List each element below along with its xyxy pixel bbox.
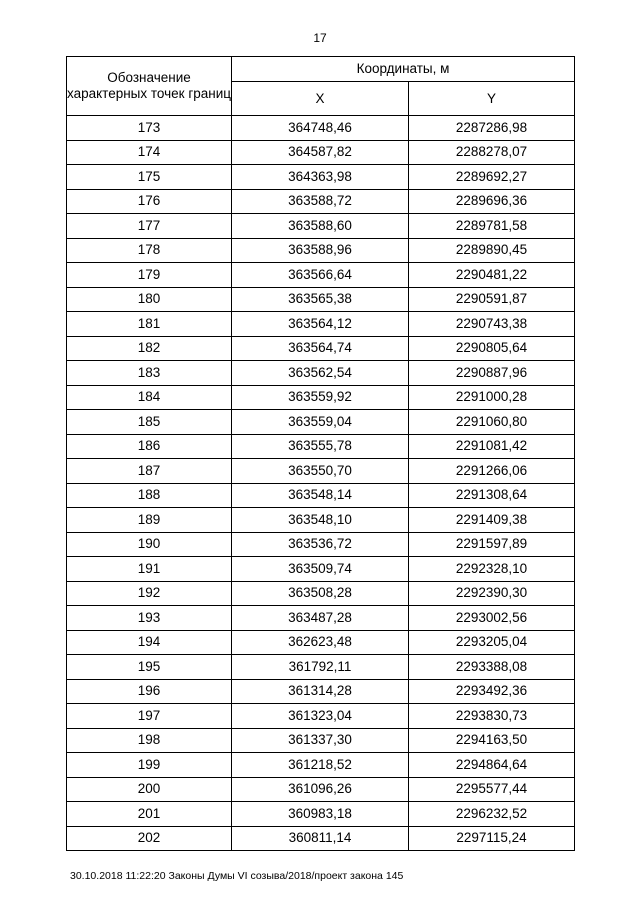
point-number-cell: 186: [67, 434, 232, 459]
y-coordinate-cell: 2291308,64: [409, 483, 575, 508]
point-number-cell: 176: [67, 189, 232, 214]
y-coordinate-cell: 2296232,52: [409, 802, 575, 827]
point-number-cell: 183: [67, 361, 232, 386]
y-coordinate-cell: 2291409,38: [409, 508, 575, 533]
table-row: [67, 165, 575, 190]
table-body: [67, 116, 575, 851]
table-row: [67, 826, 575, 851]
x-coordinate-cell: 364587,82: [232, 140, 409, 165]
x-coordinate-cell: 361337,30: [232, 728, 409, 753]
x-coordinate-cell: 363565,38: [232, 287, 409, 312]
y-coordinate-cell: 2295577,44: [409, 777, 575, 802]
point-number-cell: 189: [67, 508, 232, 533]
table-row: [67, 434, 575, 459]
table-row: [67, 606, 575, 631]
table-row: [67, 238, 575, 263]
point-number-cell: 190: [67, 532, 232, 557]
y-coordinate-cell: 2294163,50: [409, 728, 575, 753]
table-row: [67, 704, 575, 729]
table-row: [67, 459, 575, 484]
x-coordinate-cell: 363555,78: [232, 434, 409, 459]
y-coordinate-cell: 2293205,04: [409, 630, 575, 655]
point-number-cell: 174: [67, 140, 232, 165]
header-y: Y: [409, 82, 575, 116]
table-row: [67, 140, 575, 165]
x-coordinate-cell: 363562,54: [232, 361, 409, 386]
y-coordinate-cell: 2290887,96: [409, 361, 575, 386]
y-coordinate-cell: 2289692,27: [409, 165, 575, 190]
x-coordinate-cell: 363550,70: [232, 459, 409, 484]
header-coordinates: Координаты, м: [232, 57, 575, 82]
table-row: [67, 214, 575, 239]
point-number-cell: 173: [67, 116, 232, 141]
y-coordinate-cell: 2288278,07: [409, 140, 575, 165]
table-row: [67, 263, 575, 288]
point-number-cell: 175: [67, 165, 232, 190]
x-coordinate-cell: 363548,14: [232, 483, 409, 508]
point-number-cell: 196: [67, 679, 232, 704]
table-row: [67, 116, 575, 141]
point-number-cell: 192: [67, 581, 232, 606]
table-row: [67, 385, 575, 410]
y-coordinate-cell: 2291597,89: [409, 532, 575, 557]
y-coordinate-cell: 2293492,36: [409, 679, 575, 704]
x-coordinate-cell: 363536,72: [232, 532, 409, 557]
y-coordinate-cell: 2290805,64: [409, 336, 575, 361]
table-row: [67, 483, 575, 508]
table-row: [67, 361, 575, 386]
y-coordinate-cell: 2291000,28: [409, 385, 575, 410]
x-coordinate-cell: 363588,96: [232, 238, 409, 263]
y-coordinate-cell: 2293002,56: [409, 606, 575, 631]
x-coordinate-cell: 361792,11: [232, 655, 409, 680]
x-coordinate-cell: 360983,18: [232, 802, 409, 827]
coordinates-table: [66, 56, 575, 851]
table-row: [67, 189, 575, 214]
y-coordinate-cell: 2289696,36: [409, 189, 575, 214]
y-coordinate-cell: 2292328,10: [409, 557, 575, 582]
table-row: [67, 508, 575, 533]
point-number-cell: 182: [67, 336, 232, 361]
point-number-cell: 199: [67, 753, 232, 778]
table-row: [67, 532, 575, 557]
header-point-designation: Обозначение характерных точек границ: [67, 57, 232, 116]
y-coordinate-cell: 2293830,73: [409, 704, 575, 729]
table-row: [67, 630, 575, 655]
table-row: [67, 557, 575, 582]
y-coordinate-cell: 2289890,45: [409, 238, 575, 263]
x-coordinate-cell: 363559,04: [232, 410, 409, 435]
footer-stamp: 30.10.2018 11:22:20 Законы Думы VI созыва/2018/проект закона 145: [70, 870, 404, 882]
point-number-cell: 200: [67, 777, 232, 802]
point-number-cell: 197: [67, 704, 232, 729]
x-coordinate-cell: 361314,28: [232, 679, 409, 704]
table-row: [67, 728, 575, 753]
point-number-cell: 195: [67, 655, 232, 680]
table-row: [67, 336, 575, 361]
y-coordinate-cell: 2291060,80: [409, 410, 575, 435]
x-coordinate-cell: 364363,98: [232, 165, 409, 190]
point-number-cell: 181: [67, 312, 232, 337]
point-number-cell: 185: [67, 410, 232, 435]
point-number-cell: 187: [67, 459, 232, 484]
point-number-cell: 184: [67, 385, 232, 410]
y-coordinate-cell: 2291266,06: [409, 459, 575, 484]
y-coordinate-cell: 2290481,22: [409, 263, 575, 288]
x-coordinate-cell: 363566,64: [232, 263, 409, 288]
table-row: [67, 287, 575, 312]
x-coordinate-cell: 361096,26: [232, 777, 409, 802]
x-coordinate-cell: 363588,60: [232, 214, 409, 239]
table-row: [67, 753, 575, 778]
y-coordinate-cell: 2294864,64: [409, 753, 575, 778]
header-x: X: [232, 82, 409, 116]
x-coordinate-cell: 363559,92: [232, 385, 409, 410]
y-coordinate-cell: 2292390,30: [409, 581, 575, 606]
table-row: [67, 777, 575, 802]
point-number-cell: 179: [67, 263, 232, 288]
point-number-cell: 193: [67, 606, 232, 631]
x-coordinate-cell: 363564,74: [232, 336, 409, 361]
point-number-cell: 194: [67, 630, 232, 655]
point-number-cell: 198: [67, 728, 232, 753]
y-coordinate-cell: 2287286,98: [409, 116, 575, 141]
table-row: [67, 802, 575, 827]
x-coordinate-cell: 363508,28: [232, 581, 409, 606]
point-number-cell: 201: [67, 802, 232, 827]
point-number-cell: 180: [67, 287, 232, 312]
table-row: [67, 679, 575, 704]
y-coordinate-cell: 2291081,42: [409, 434, 575, 459]
point-number-cell: 202: [67, 826, 232, 851]
x-coordinate-cell: 363509,74: [232, 557, 409, 582]
x-coordinate-cell: 362623,48: [232, 630, 409, 655]
x-coordinate-cell: 364748,46: [232, 116, 409, 141]
page-number: 17: [313, 31, 327, 45]
table-row: [67, 581, 575, 606]
table-row: [67, 410, 575, 435]
point-number-cell: 191: [67, 557, 232, 582]
y-coordinate-cell: 2289781,58: [409, 214, 575, 239]
x-coordinate-cell: 363548,10: [232, 508, 409, 533]
y-coordinate-cell: 2293388,08: [409, 655, 575, 680]
x-coordinate-cell: 363564,12: [232, 312, 409, 337]
x-coordinate-cell: 363588,72: [232, 189, 409, 214]
point-number-cell: 177: [67, 214, 232, 239]
table-row: [67, 655, 575, 680]
x-coordinate-cell: 363487,28: [232, 606, 409, 631]
x-coordinate-cell: 361218,52: [232, 753, 409, 778]
x-coordinate-cell: 361323,04: [232, 704, 409, 729]
y-coordinate-cell: 2290743,38: [409, 312, 575, 337]
x-coordinate-cell: 360811,14: [232, 826, 409, 851]
y-coordinate-cell: 2297115,24: [409, 826, 575, 851]
y-coordinate-cell: 2290591,87: [409, 287, 575, 312]
table-row: [67, 312, 575, 337]
point-number-cell: 188: [67, 483, 232, 508]
point-number-cell: 178: [67, 238, 232, 263]
table-header: [67, 57, 575, 116]
